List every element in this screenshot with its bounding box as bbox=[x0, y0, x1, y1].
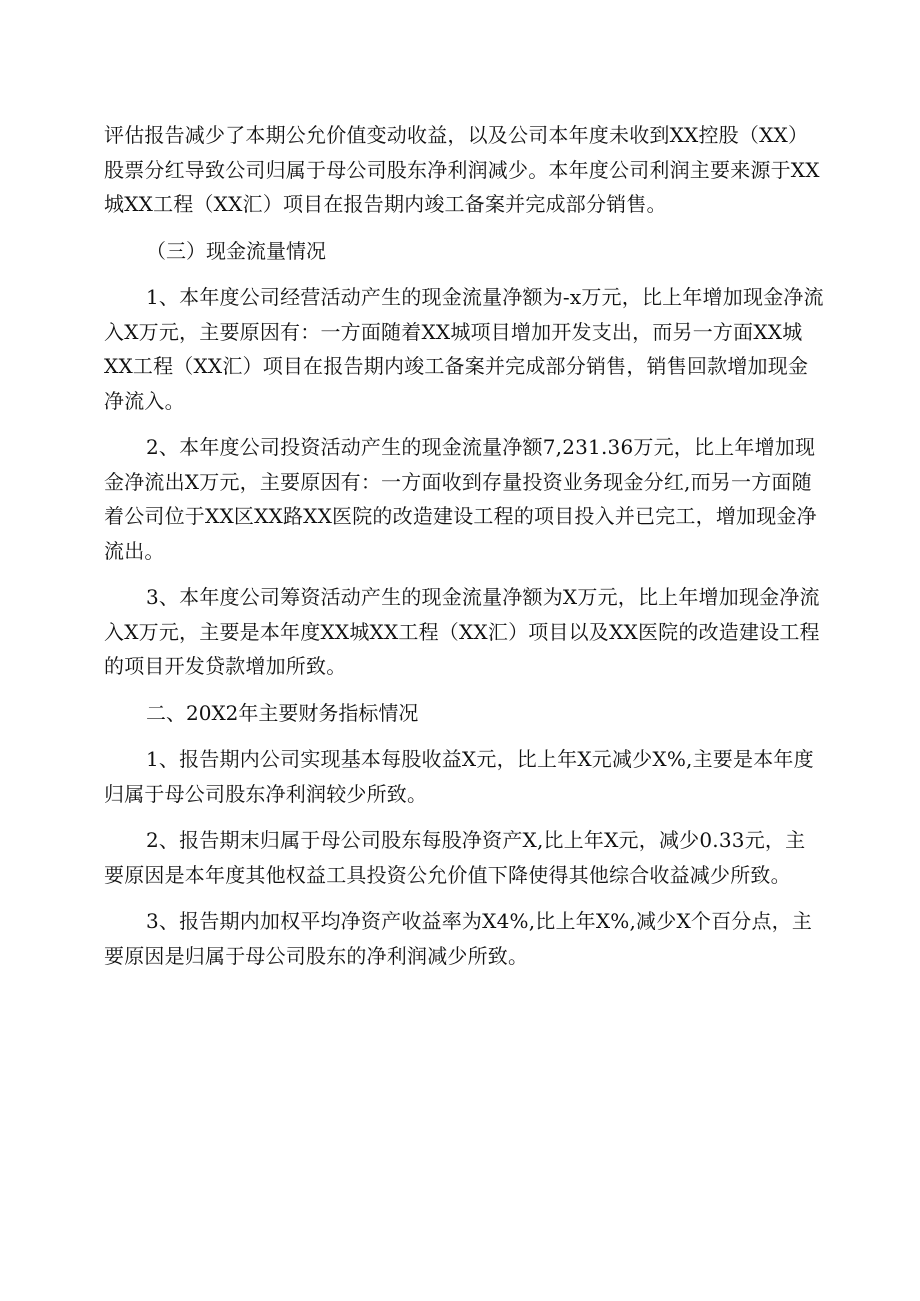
paragraph-eps: 1、报告期内公司实现基本每股收益X元，比上年X元减少X%,主要是本年度归属于母公司股东净利润较少所致。 bbox=[104, 747, 814, 806]
paragraph-profit-source: 评估报告减少了本期公允价值变动收益，以及公司本年度未收到XX控股（XX）股票分红导致公司归属于母公司股东净利润减少。本年度公司利润主要来源于XX城XX工程（XX汇）项目在报告期内竣工备案并完成部分销售。 bbox=[104, 123, 820, 216]
paragraph-operating-cash-flow: 1、本年度公司经营活动产生的现金流量净额为-x万元，比上年增加现金净流入X万元，主要原因有：一方面随着XX城项目增加开发支出，而另一方面XX城XX工程（XX汇）项目在报告期内竣工备案并完成部分销售，销售回款增加现金净流入。 bbox=[104, 285, 824, 413]
paragraph-roe: 3、报告期内加权平均净资产收益率为X4%,比上年X%,减少X个百分点，主要原因是归属于母公司股东的净利润减少所致。 bbox=[104, 909, 813, 968]
paragraph-financing-cash-flow: 3、本年度公司筹资活动产生的现金流量净额为X万元，比上年增加现金净流入X万元，主要是本年度XX城XX工程（XX汇）项目以及XX医院的改造建设工程的项目开发贷款增加所致。 bbox=[104, 585, 820, 678]
section-heading-financial-indicators: 二、20X2年主要财务指标情况 bbox=[146, 700, 419, 725]
section-heading-cash-flow: （三）现金流量情况 bbox=[146, 238, 326, 263]
paragraph-investing-cash-flow: 2、本年度公司投资活动产生的现金流量净额7,231.36万元，比上年增加现金净流出X万元，主要原因有：一方面收到存量投资业务现金分红,而另一方面随着公司位于XX区XX路XX医院的改造建设工程的项目投入并已完工，增加现金净流出。 bbox=[104, 435, 817, 563]
paragraph-net-assets-per-share: 2、报告期末归属于母公司股东每股净资产X,比上年X元，减少0.33元，主要原因是本年度其他权益工具投资公允价值下降使得其他综合收益减少所致。 bbox=[104, 828, 806, 887]
document-body bbox=[104, 118, 824, 985]
